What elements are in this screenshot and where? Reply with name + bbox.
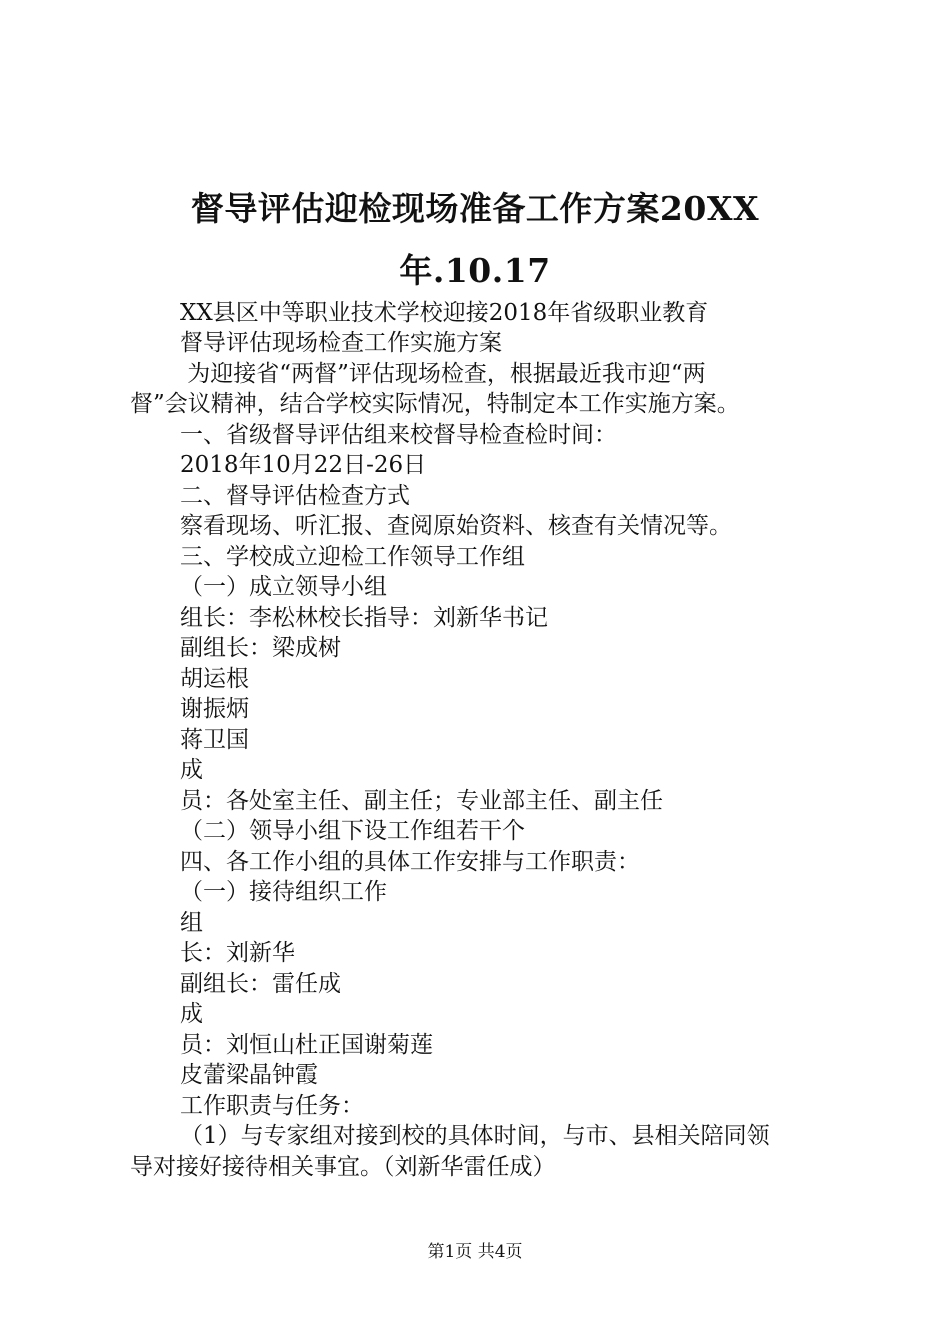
inspection-methods: 察看现场、听汇报、查阅原始资料、核查有关情况等。 [180, 513, 732, 539]
subtitle-line-2: 督导评估现场检查工作实施方案 [180, 330, 502, 356]
intro-paragraph-line-2: 督”会议精神，结合学校实际情况，特制定本工作实施方案。 [130, 391, 740, 417]
section-heading-2: 二、督导评估检查方式 [180, 483, 410, 509]
duties-heading: 工作职责与任务： [180, 1093, 364, 1119]
group-leader-line: 长：刘新华 [180, 940, 295, 966]
section-heading-4: 四、各工作小组的具体工作安排与工作职责： [180, 849, 640, 875]
section-heading-3: 三、学校成立迎检工作领导工作组 [180, 544, 525, 570]
members-label-part-1: 成 [180, 757, 203, 783]
group-members-line: 员：刘恒山杜正国谢菊莲 [180, 1032, 433, 1058]
group-deputy-line: 副组长：雷任成 [180, 971, 341, 997]
page-footer: 第1页 共4页 [427, 1242, 523, 1262]
deputy-name-2: 谢振炳 [180, 696, 249, 722]
duty-item-1-line-1: （1）与专家组对接到校的具体时间，与市、县相关陪同领 [180, 1123, 770, 1149]
subtitle-line-1: XX县区中等职业技术学校迎接2018年省级职业教育 [180, 300, 709, 326]
duty-item-1-line-2: 导对接好接待相关事宜。（刘新华雷任成） [130, 1154, 556, 1180]
group-leader-label-part-1: 组 [180, 910, 203, 936]
subsection-heading-reception: （一）接待组织工作 [180, 879, 387, 905]
document-title-line-2: 年.10.17 [399, 251, 551, 290]
deputy-name-1: 胡运根 [180, 666, 249, 692]
deputy-leader-line: 副组长：梁成树 [180, 635, 341, 661]
members-line: 员：各处室主任、副主任；专业部主任、副主任 [180, 788, 663, 814]
group-members-label-part-1: 成 [180, 1001, 203, 1027]
subsection-heading-1: （一）成立领导小组 [180, 574, 387, 600]
deputy-name-3: 蒋卫国 [180, 727, 249, 753]
intro-paragraph-line-1: 为迎接省“两督”评估现场检查，根据最近我市迎“两 [180, 361, 706, 387]
group-members-line-2: 皮蕾梁晶钟霞 [180, 1062, 318, 1088]
leader-line: 组长：李松林校长指导：刘新华书记 [180, 605, 548, 631]
document-title-line-1: 督导评估迎检现场准备工作方案20XX [190, 189, 760, 228]
inspection-date: 2018年10月22日-26日 [180, 452, 427, 478]
section-heading-1: 一、省级督导评估组来校督导检查检时间： [180, 422, 617, 448]
subsection-heading-2: （二）领导小组下设工作组若干个 [180, 818, 525, 844]
